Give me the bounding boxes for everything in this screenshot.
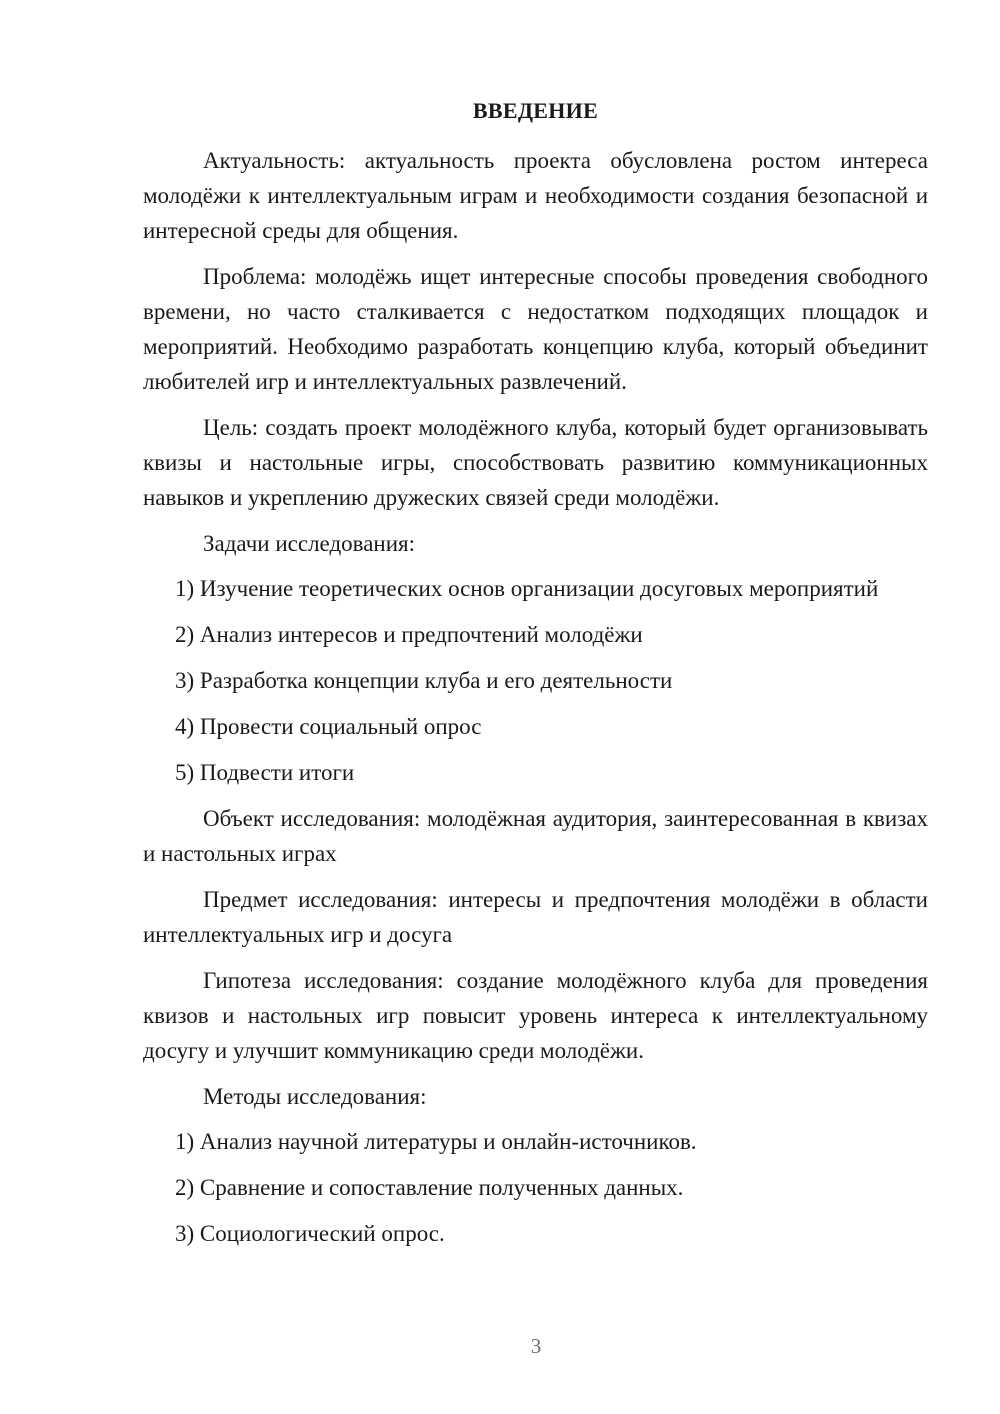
- task-item-5: 5) Подвести итоги: [175, 760, 355, 785]
- method-item-1: 1) Анализ научной литературы и онлайн-источников.: [175, 1129, 697, 1154]
- paragraph-object: Объект исследования: молодёжная аудитория, заинтересованная в квизах и настольных играх: [143, 806, 928, 866]
- tasks-heading: Задачи исследования:: [203, 531, 416, 556]
- method-item-3: 3) Социологический опрос.: [175, 1221, 445, 1246]
- paragraph-problem: Проблема: молодёжь ищет интересные способы проведения свободного времени, но часто сталкивается с недостатком подходящих площадок и мероприятий. Необходимо разработать концепцию клуба, который объединит любителей игр и интеллектуальных развлечений.: [143, 264, 928, 394]
- paragraph-subject: Предмет исследования: интересы и предпочтения молодёжи в области интеллектуальных игр и досуга: [143, 887, 928, 947]
- task-item-2: 2) Анализ интересов и предпочтений молодёжи: [175, 622, 643, 647]
- paragraph-hypothesis: Гипотеза исследования: создание молодёжного клуба для проведения квизов и настольных игр повысит уровень интереса к интеллектуальному досугу и улучшит коммуникацию среди молодёжи.: [143, 968, 928, 1063]
- method-item-2: 2) Сравнение и сопоставление полученных данных.: [175, 1175, 684, 1200]
- paragraph-goal: Цель: создать проект молодёжного клуба, который будет организовывать квизы и настольные игры, способствовать развитию коммуникационных навыков и укреплению дружеских связей среди молодёжи.: [143, 415, 928, 510]
- paragraph-relevance: Актуальность: актуальность проекта обусловлена ростом интереса молодёжи к интеллектуальным играм и необходимости создания безопасной и интересной среды для общения.: [143, 148, 928, 243]
- document-body: [143, 96, 928, 1262]
- task-item-3: 3) Разработка концепции клуба и его деятельности: [175, 668, 673, 693]
- methods-heading: Методы исследования:: [203, 1084, 427, 1109]
- task-item-1: 1) Изучение теоретических основ организации досуговых мероприятий: [175, 576, 879, 601]
- page-number: 3: [530, 1334, 542, 1358]
- task-item-4: 4) Провести социальный опрос: [175, 714, 482, 739]
- section-title: ВВЕДЕНИЕ: [472, 98, 599, 123]
